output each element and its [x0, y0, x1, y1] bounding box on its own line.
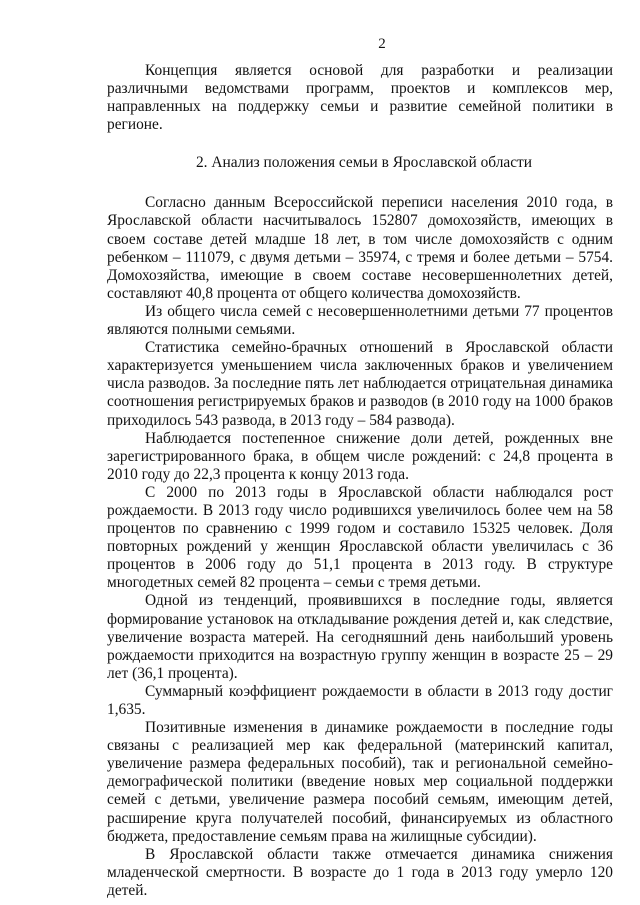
- paragraph-marriage-stats: Статистика семейно-брачных отношений в Ярославской области характеризуется уменьшением числа заключенных браков и увеличением числа разводов. За последние пять лет наблюдается отрицательная динамика соотношения регистрируемых браков и разводов (в 2010 году на 1000 браков приходилось 543 развода, в 2013 году – 584 развода).: [107, 339, 613, 429]
- paragraph-complete-families: Из общего числа семей с несовершеннолетними детьми 77 процентов являются полными семьями.: [107, 302, 613, 339]
- document-page: [107, 34, 613, 900]
- paragraph-birth-rate-growth: С 2000 по 2013 годы в Ярославской области наблюдался рост рождаемости. В 2013 году число родившихся увеличилось более чем на 58 процентов по сравнению с 1999 годом и составило 15325 человек. Доля повторных рождений у женщин Ярославской области увеличилась с 36 процентов в 2006 году до 51,1 процента в 2013 году. В структуре многодетных семей 82 процента – семьи с тремя детьми.: [107, 483, 613, 592]
- paragraph-infant-mortality: В Ярославской области также отмечается динамика снижения младенческой смертности. В возрасте до 1 года в 2013 году умерло 120 детей.: [107, 845, 613, 899]
- section-heading: 2. Анализ положения семьи в Ярославской области: [195, 154, 533, 172]
- paragraph-positive-changes: Позитивные изменения в динамике рождаемости в последние годы связаны с реализацией мер как федеральной (материнский капитал, увеличение размера федеральных пособий), так и региональной семейно-демографической политики (введение новых мер социальной поддержки семей с детьми, увеличение размера пособий семьям, имеющим детей, расширение круга получателей пособий, финансируемых из областного бюджета, предоставление семьям права на жилищные субсидии).: [107, 719, 613, 845]
- intro-paragraph: Концепция является основой для разработки и реализации различными ведомствами программ, проектов и комплексов мер, направленных на поддержку семьи и развитие семейной политики в регионе.: [107, 62, 613, 134]
- paragraph-fertility-coefficient: Суммарный коэффициент рождаемости в области в 2013 году достиг 1,635.: [107, 682, 613, 718]
- paragraph-mother-age: Одной из тенденций, проявившихся в последние годы, является формирование установок на откладывание рождения детей и, как следствие, увеличение возраста матерей. На сегодняшний день наибольший уровень рождаемости приходится на возрастную группу женщин в возрасте 25 – 29 лет (36,1 процента).: [107, 592, 613, 682]
- paragraph-extramarital-births: Наблюдается постепенное снижение доли детей, рожденных вне зарегистрированного брака, в общем числе рождений: с 24,8 процента в 2010 году до 22,3 процента к концу 2013 года.: [107, 429, 613, 483]
- paragraph-census: Согласно данным Всероссийской переписи населения 2010 года, в Ярославской области насчитывалось 152807 домохозяйств, имеющих в своем составе детей младше 18 лет, в том числе домохозяйств с одним ребенком – 111079, с двумя детьми – 35974, с тремя и более детьми – 5754. Домохозяйства, имеющие в своем составе несовершеннолетних детей, составляют 40,8 процента от общего количества домохозяйств.: [107, 194, 613, 302]
- page-number: 2: [378, 36, 386, 52]
